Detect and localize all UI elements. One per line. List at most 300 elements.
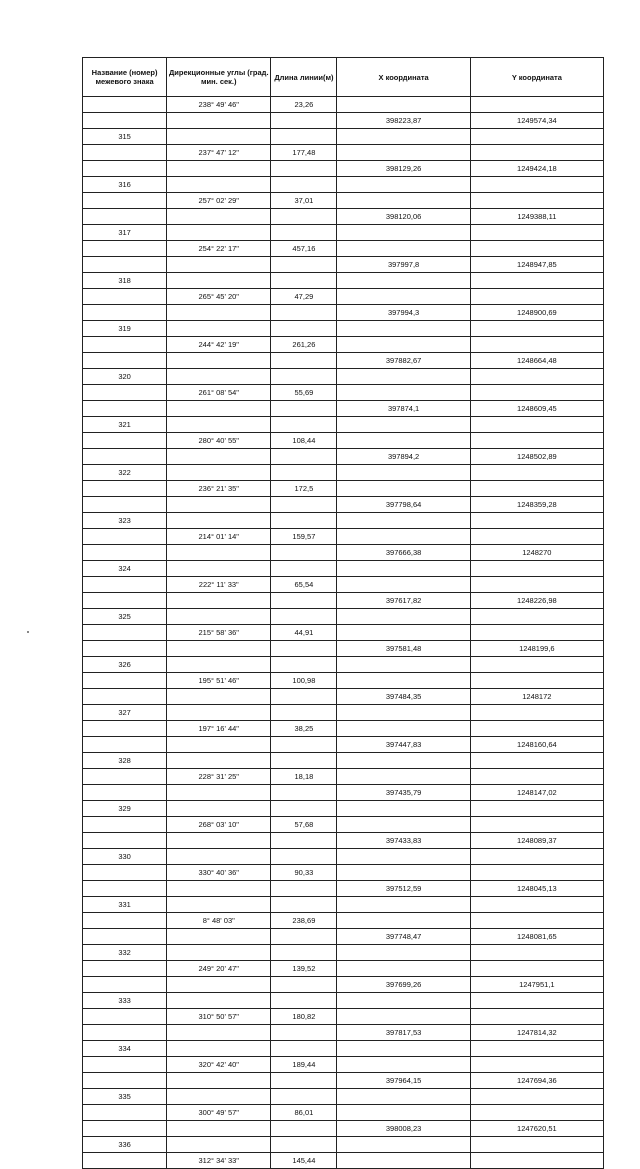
direction-angle-cell [167, 369, 271, 385]
line-length-cell [271, 1121, 337, 1137]
x-coordinate-cell: 397964,15 [337, 1073, 470, 1089]
x-coordinate-cell: 397435,79 [337, 785, 470, 801]
y-coordinate-cell [470, 225, 603, 241]
table-row [83, 1025, 604, 1041]
marker-name-cell [83, 1105, 167, 1121]
table-row [83, 561, 604, 577]
table-row [83, 257, 604, 273]
direction-angle-cell [167, 945, 271, 961]
marker-name-cell [83, 1073, 167, 1089]
table-row [83, 737, 604, 753]
direction-angle-cell [167, 641, 271, 657]
table-row [83, 465, 604, 481]
direction-angle-cell [167, 753, 271, 769]
direction-angle-cell [167, 1025, 271, 1041]
x-coordinate-cell [337, 177, 470, 193]
y-coordinate-cell: 1248270 [470, 545, 603, 561]
line-length-cell: 38,25 [271, 721, 337, 737]
y-coordinate-cell [470, 481, 603, 497]
table-row [83, 401, 604, 417]
marker-name-cell [83, 481, 167, 497]
marker-name-cell [83, 497, 167, 513]
y-coordinate-cell [470, 769, 603, 785]
table-row [83, 273, 604, 289]
line-length-cell [271, 465, 337, 481]
table-row [83, 193, 604, 209]
line-length-cell: 18,18 [271, 769, 337, 785]
marker-name-cell [83, 673, 167, 689]
y-coordinate-cell: 1247951,1 [470, 977, 603, 993]
y-coordinate-cell [470, 753, 603, 769]
direction-angle-cell [167, 801, 271, 817]
line-length-cell [271, 449, 337, 465]
y-coordinate-cell: 1249424,18 [470, 161, 603, 177]
marker-name-cell [83, 577, 167, 593]
line-length-cell: 457,16 [271, 241, 337, 257]
line-length-cell: 238,69 [271, 913, 337, 929]
direction-angle-cell [167, 593, 271, 609]
table-body [83, 97, 604, 1169]
line-length-cell: 139,52 [271, 961, 337, 977]
direction-angle-cell: 249° 20' 47" [167, 961, 271, 977]
table-row [83, 673, 604, 689]
y-coordinate-cell [470, 369, 603, 385]
y-coordinate-cell [470, 193, 603, 209]
line-length-cell [271, 609, 337, 625]
line-length-cell [271, 641, 337, 657]
table-row [83, 865, 604, 881]
direction-angle-cell [167, 161, 271, 177]
x-coordinate-cell [337, 961, 470, 977]
header-angle: Дирекционные углы (град. мин. сек.) [167, 58, 271, 97]
y-coordinate-cell [470, 385, 603, 401]
table-row [83, 1137, 604, 1153]
direction-angle-cell [167, 785, 271, 801]
marker-name-cell [83, 385, 167, 401]
x-coordinate-cell: 397817,53 [337, 1025, 470, 1041]
table-header [83, 58, 604, 97]
table-row [83, 689, 604, 705]
y-coordinate-cell: 1248502,89 [470, 449, 603, 465]
marker-name-cell: 329 [83, 801, 167, 817]
y-coordinate-cell [470, 97, 603, 113]
table-row [83, 593, 604, 609]
y-coordinate-cell [470, 721, 603, 737]
direction-angle-cell [167, 1041, 271, 1057]
y-coordinate-cell: 1248199,6 [470, 641, 603, 657]
direction-angle-cell [167, 305, 271, 321]
x-coordinate-cell [337, 913, 470, 929]
y-coordinate-cell [470, 177, 603, 193]
x-coordinate-cell: 398223,87 [337, 113, 470, 129]
marker-name-cell [83, 833, 167, 849]
y-coordinate-cell [470, 513, 603, 529]
x-coordinate-cell [337, 673, 470, 689]
header-length: Длина линии(м) [271, 58, 337, 97]
line-length-cell [271, 225, 337, 241]
scan-speck [27, 631, 29, 633]
direction-angle-cell [167, 881, 271, 897]
header-y: Y координата [470, 58, 603, 97]
table-row [83, 945, 604, 961]
table-row [83, 1105, 604, 1121]
marker-name-cell [83, 625, 167, 641]
y-coordinate-cell [470, 273, 603, 289]
x-coordinate-cell: 397484,35 [337, 689, 470, 705]
marker-name-cell [83, 865, 167, 881]
x-coordinate-cell [337, 273, 470, 289]
x-coordinate-cell [337, 241, 470, 257]
direction-angle-cell [167, 449, 271, 465]
direction-angle-cell: 300° 49' 57" [167, 1105, 271, 1121]
marker-name-cell [83, 97, 167, 113]
y-coordinate-cell [470, 849, 603, 865]
table-row [83, 961, 604, 977]
table-row [83, 353, 604, 369]
marker-name-cell [83, 433, 167, 449]
marker-name-cell [83, 337, 167, 353]
line-length-cell [271, 705, 337, 721]
x-coordinate-cell: 397894,2 [337, 449, 470, 465]
marker-name-cell [83, 161, 167, 177]
y-coordinate-cell: 1248226,98 [470, 593, 603, 609]
y-coordinate-cell [470, 433, 603, 449]
x-coordinate-cell [337, 1089, 470, 1105]
table-row [83, 209, 604, 225]
direction-angle-cell [167, 705, 271, 721]
marker-name-cell: 330 [83, 849, 167, 865]
x-coordinate-cell [337, 993, 470, 1009]
table-row [83, 145, 604, 161]
marker-name-cell: 323 [83, 513, 167, 529]
line-length-cell [271, 881, 337, 897]
table-row [83, 929, 604, 945]
x-coordinate-cell [337, 225, 470, 241]
y-coordinate-cell [470, 1153, 603, 1169]
table-row [83, 417, 604, 433]
marker-name-cell [83, 689, 167, 705]
line-length-cell [271, 689, 337, 705]
y-coordinate-cell [470, 673, 603, 689]
x-coordinate-cell [337, 625, 470, 641]
boundary-coordinates-table [82, 57, 604, 1169]
marker-name-cell: 332 [83, 945, 167, 961]
x-coordinate-cell [337, 753, 470, 769]
line-length-cell [271, 113, 337, 129]
line-length-cell [271, 1025, 337, 1041]
marker-name-cell [83, 257, 167, 273]
x-coordinate-cell [337, 369, 470, 385]
marker-name-cell [83, 881, 167, 897]
line-length-cell [271, 977, 337, 993]
direction-angle-cell: 312° 34' 33" [167, 1153, 271, 1169]
table-row [83, 241, 604, 257]
marker-name-cell: 316 [83, 177, 167, 193]
direction-angle-cell [167, 465, 271, 481]
marker-name-cell [83, 769, 167, 785]
line-length-cell: 86,01 [271, 1105, 337, 1121]
direction-angle-cell [167, 929, 271, 945]
direction-angle-cell [167, 513, 271, 529]
y-coordinate-cell [470, 1009, 603, 1025]
direction-angle-cell [167, 113, 271, 129]
line-length-cell: 145,44 [271, 1153, 337, 1169]
x-coordinate-cell [337, 865, 470, 881]
direction-angle-cell [167, 977, 271, 993]
direction-angle-cell [167, 209, 271, 225]
x-coordinate-cell [337, 417, 470, 433]
direction-angle-cell [167, 561, 271, 577]
x-coordinate-cell [337, 945, 470, 961]
marker-name-cell: 327 [83, 705, 167, 721]
line-length-cell: 172,5 [271, 481, 337, 497]
direction-angle-cell [167, 273, 271, 289]
table-row [83, 481, 604, 497]
table-row [83, 305, 604, 321]
direction-angle-cell [167, 401, 271, 417]
x-coordinate-cell: 397447,83 [337, 737, 470, 753]
line-length-cell [271, 353, 337, 369]
line-length-cell [271, 177, 337, 193]
y-coordinate-cell [470, 145, 603, 161]
marker-name-cell [83, 593, 167, 609]
table-row [83, 433, 604, 449]
table-row [83, 849, 604, 865]
direction-angle-cell [167, 225, 271, 241]
table-row [83, 641, 604, 657]
line-length-cell [271, 305, 337, 321]
marker-name-cell: 331 [83, 897, 167, 913]
table-row [83, 449, 604, 465]
y-coordinate-cell: 1248089,37 [470, 833, 603, 849]
y-coordinate-cell [470, 465, 603, 481]
x-coordinate-cell [337, 129, 470, 145]
direction-angle-cell: 237° 47' 12" [167, 145, 271, 161]
line-length-cell [271, 129, 337, 145]
y-coordinate-cell [470, 993, 603, 1009]
marker-name-cell: 321 [83, 417, 167, 433]
line-length-cell [271, 497, 337, 513]
y-coordinate-cell [470, 1057, 603, 1073]
marker-name-cell [83, 1153, 167, 1169]
y-coordinate-cell: 1247694,36 [470, 1073, 603, 1089]
marker-name-cell [83, 529, 167, 545]
y-coordinate-cell: 1248147,02 [470, 785, 603, 801]
marker-name-cell [83, 641, 167, 657]
x-coordinate-cell [337, 289, 470, 305]
line-length-cell: 47,29 [271, 289, 337, 305]
x-coordinate-cell [337, 1041, 470, 1057]
direction-angle-cell [167, 1137, 271, 1153]
y-coordinate-cell: 1248172 [470, 689, 603, 705]
table-row [83, 497, 604, 513]
line-length-cell: 100,98 [271, 673, 337, 689]
marker-name-cell: 335 [83, 1089, 167, 1105]
y-coordinate-cell: 1248160,64 [470, 737, 603, 753]
x-coordinate-cell: 397994,3 [337, 305, 470, 321]
y-coordinate-cell [470, 801, 603, 817]
line-length-cell [271, 257, 337, 273]
y-coordinate-cell: 1248609,45 [470, 401, 603, 417]
x-coordinate-cell [337, 801, 470, 817]
line-length-cell: 159,57 [271, 529, 337, 545]
line-length-cell [271, 785, 337, 801]
marker-name-cell [83, 289, 167, 305]
marker-name-cell: 336 [83, 1137, 167, 1153]
line-length-cell [271, 321, 337, 337]
marker-name-cell [83, 913, 167, 929]
direction-angle-cell [167, 737, 271, 753]
x-coordinate-cell [337, 817, 470, 833]
line-length-cell: 37,01 [271, 193, 337, 209]
marker-name-cell [83, 721, 167, 737]
direction-angle-cell [167, 417, 271, 433]
x-coordinate-cell: 397798,64 [337, 497, 470, 513]
direction-angle-cell [167, 833, 271, 849]
line-length-cell [271, 753, 337, 769]
direction-angle-cell: 238° 49' 46" [167, 97, 271, 113]
y-coordinate-cell [470, 945, 603, 961]
x-coordinate-cell: 397617,82 [337, 593, 470, 609]
direction-angle-cell: 280° 40' 55" [167, 433, 271, 449]
y-coordinate-cell: 1249388,11 [470, 209, 603, 225]
y-coordinate-cell [470, 417, 603, 433]
x-coordinate-cell: 398129,26 [337, 161, 470, 177]
direction-angle-cell [167, 353, 271, 369]
x-coordinate-cell [337, 849, 470, 865]
x-coordinate-cell [337, 465, 470, 481]
marker-name-cell [83, 353, 167, 369]
direction-angle-cell: 330° 40' 36" [167, 865, 271, 881]
marker-name-cell: 334 [83, 1041, 167, 1057]
direction-angle-cell: 214° 01' 14" [167, 529, 271, 545]
marker-name-cell [83, 401, 167, 417]
table-row [83, 705, 604, 721]
y-coordinate-cell: 1248900,69 [470, 305, 603, 321]
line-length-cell: 44,91 [271, 625, 337, 641]
line-length-cell [271, 513, 337, 529]
line-length-cell [271, 273, 337, 289]
direction-angle-cell: 268° 03' 10" [167, 817, 271, 833]
y-coordinate-cell: 1248947,85 [470, 257, 603, 273]
table-row [83, 625, 604, 641]
table-row [83, 801, 604, 817]
line-length-cell: 261,26 [271, 337, 337, 353]
y-coordinate-cell: 1247620,51 [470, 1121, 603, 1137]
line-length-cell: 108,44 [271, 433, 337, 449]
y-coordinate-cell: 1248359,28 [470, 497, 603, 513]
x-coordinate-cell: 397581,48 [337, 641, 470, 657]
table-row [83, 993, 604, 1009]
direction-angle-cell: 222° 11' 33" [167, 577, 271, 593]
line-length-cell: 177,48 [271, 145, 337, 161]
table-row [83, 177, 604, 193]
x-coordinate-cell [337, 561, 470, 577]
line-length-cell [271, 1137, 337, 1153]
x-coordinate-cell [337, 145, 470, 161]
marker-name-cell [83, 785, 167, 801]
table-row [83, 833, 604, 849]
x-coordinate-cell [337, 321, 470, 337]
marker-name-cell: 324 [83, 561, 167, 577]
direction-angle-cell: 265° 45' 20" [167, 289, 271, 305]
marker-name-cell: 320 [83, 369, 167, 385]
x-coordinate-cell: 397666,38 [337, 545, 470, 561]
y-coordinate-cell [470, 913, 603, 929]
direction-angle-cell [167, 849, 271, 865]
x-coordinate-cell [337, 1153, 470, 1169]
y-coordinate-cell [470, 609, 603, 625]
y-coordinate-cell [470, 129, 603, 145]
x-coordinate-cell [337, 337, 470, 353]
line-length-cell [271, 657, 337, 673]
x-coordinate-cell: 398120,06 [337, 209, 470, 225]
marker-name-cell [83, 737, 167, 753]
direction-angle-cell [167, 129, 271, 145]
direction-angle-cell [167, 545, 271, 561]
table-row [83, 545, 604, 561]
x-coordinate-cell [337, 529, 470, 545]
table-row [83, 1057, 604, 1073]
line-length-cell [271, 1073, 337, 1089]
y-coordinate-cell [470, 289, 603, 305]
direction-angle-cell [167, 1073, 271, 1089]
table-row [83, 1121, 604, 1137]
direction-angle-cell [167, 993, 271, 1009]
direction-angle-cell: 197° 16' 44" [167, 721, 271, 737]
y-coordinate-cell [470, 1105, 603, 1121]
marker-name-cell [83, 1009, 167, 1025]
table-row [83, 977, 604, 993]
y-coordinate-cell: 1249574,34 [470, 113, 603, 129]
direction-angle-cell [167, 1089, 271, 1105]
line-length-cell [271, 993, 337, 1009]
table-row [83, 113, 604, 129]
line-length-cell [271, 945, 337, 961]
line-length-cell [271, 833, 337, 849]
table-row [83, 225, 604, 241]
direction-angle-cell [167, 321, 271, 337]
table-row [83, 129, 604, 145]
x-coordinate-cell: 397699,26 [337, 977, 470, 993]
marker-name-cell [83, 961, 167, 977]
table-row [83, 1089, 604, 1105]
line-length-cell [271, 417, 337, 433]
y-coordinate-cell [470, 337, 603, 353]
marker-name-cell: 325 [83, 609, 167, 625]
x-coordinate-cell [337, 1057, 470, 1073]
table-row [83, 913, 604, 929]
x-coordinate-cell [337, 481, 470, 497]
x-coordinate-cell [337, 769, 470, 785]
x-coordinate-cell [337, 609, 470, 625]
table-row [83, 97, 604, 113]
marker-name-cell: 322 [83, 465, 167, 481]
line-length-cell: 23,26 [271, 97, 337, 113]
marker-name-cell [83, 1057, 167, 1073]
table-row [83, 529, 604, 545]
y-coordinate-cell [470, 1089, 603, 1105]
table-row [83, 785, 604, 801]
y-coordinate-cell [470, 1137, 603, 1153]
table-row [83, 721, 604, 737]
marker-name-cell [83, 545, 167, 561]
direction-angle-cell: 228° 31' 25" [167, 769, 271, 785]
table-row [83, 321, 604, 337]
marker-name-cell: 319 [83, 321, 167, 337]
x-coordinate-cell: 397748,47 [337, 929, 470, 945]
table-row [83, 817, 604, 833]
